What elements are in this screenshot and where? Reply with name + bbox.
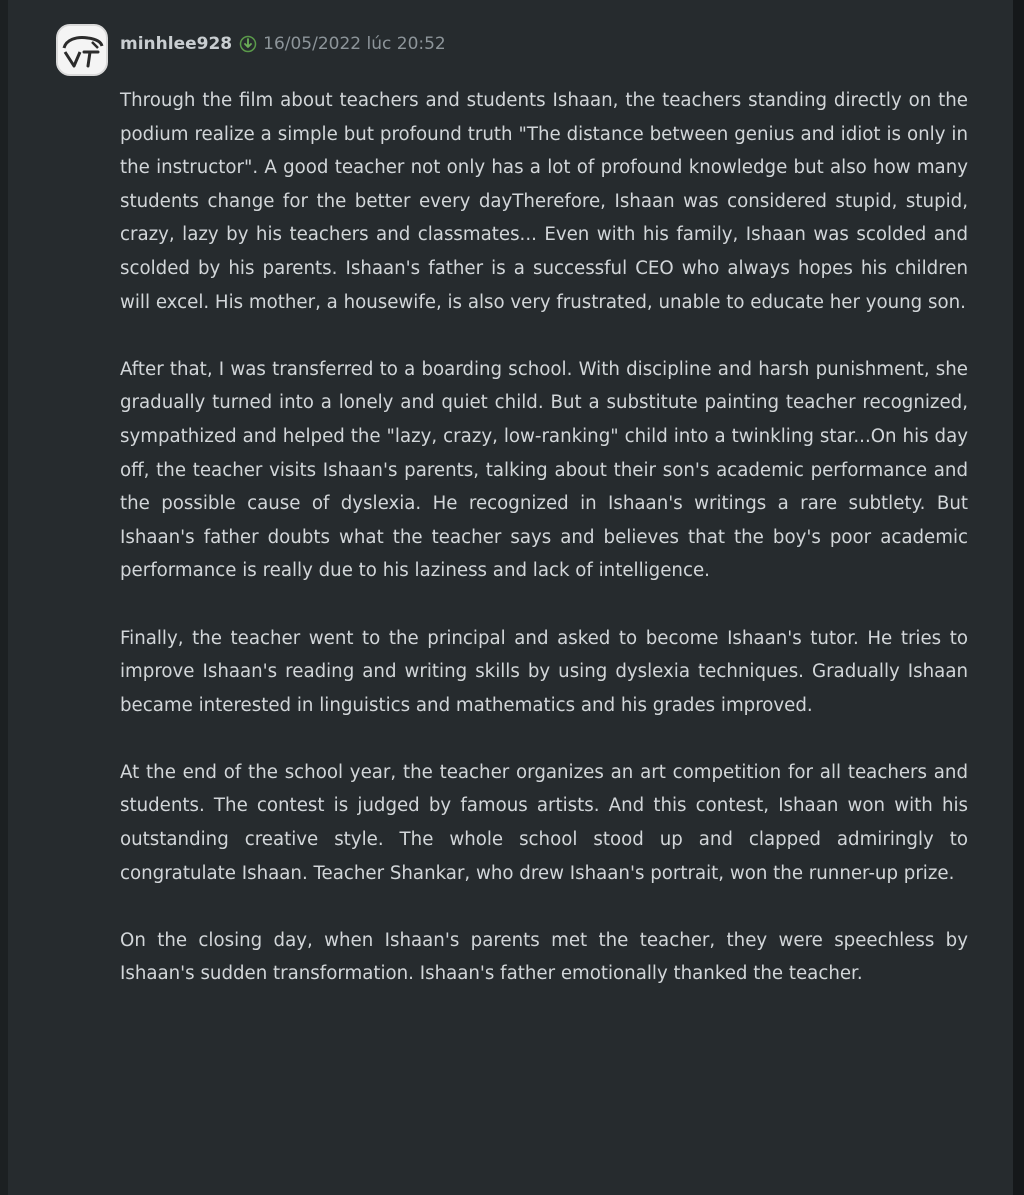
comment-paragraph: On the closing day, when Ishaan's parents met the teacher, they were speechless by Ishaan's sudden transformation. Ishaan's father emotionally thanked the teacher. xyxy=(120,929,968,985)
comment-timestamp: 16/05/2022 lúc 20:52 xyxy=(263,34,446,54)
comment-paragraph: After that, I was transferred to a boarding school. With discipline and harsh punishment, she gradually turned into a lonely and quiet child. But a substitute painting teacher recognized, sympathized and helped the "lazy, crazy, low-ranking" child into a twinkling star...On his day off, the teacher visits Ishaan's parents, talking about their son's academic performance and the possible cause of dyslexia. He recognized in Ishaan's writings a rare subtlety. But Ishaan's father doubts what the teacher says and believes that the boy's poor academic performance is really due to his laziness and lack of intelligence. xyxy=(120,358,968,582)
scrollbar-track[interactable] xyxy=(1013,0,1024,1195)
avatar[interactable] xyxy=(56,24,108,76)
comment-paragraph: Finally, the teacher went to the principal and asked to become Ishaan's tutor. He tries to improve Ishaan's reading and writing skills by using dyslexia techniques. Gradually Ishaan became interested in linguistics and mathematics and his grades improved. xyxy=(120,627,968,716)
left-edge xyxy=(0,0,8,1195)
level-badge-icon xyxy=(239,35,257,53)
comment-header xyxy=(120,32,446,56)
username-link[interactable]: minhlee928 xyxy=(120,34,233,54)
comment-paragraph: Through the film about teachers and students Ishaan, the teachers standing directly on the podium realize a simple but profound truth "The distance between genius and idiot is only in the instructor". A good teacher not only has a lot of profound knowledge but also how many students change for the better every dayTherefore, Ishaan was considered stupid, stupid, crazy, lazy by his teachers and classmates... Even with his family, Ishaan was scolded and scolded by his parents. Ishaan's father is a successful CEO who always hopes his children will excel. His mother, a housewife, is also very frustrated, unable to educate her young son. xyxy=(120,90,968,313)
comment-paragraph: At the end of the school year, the teacher organizes an art competition for all teachers and students. The contest is judged by famous artists. And this contest, Ishaan won with his outstanding creative style. The whole school stood up and clapped admiringly to congratulate Ishaan. Teacher Shankar, who drew Ishaan's portrait, won the runner-up prize. xyxy=(120,761,968,884)
comment-body xyxy=(120,84,968,1025)
user-avatar-logo-icon xyxy=(58,26,106,74)
